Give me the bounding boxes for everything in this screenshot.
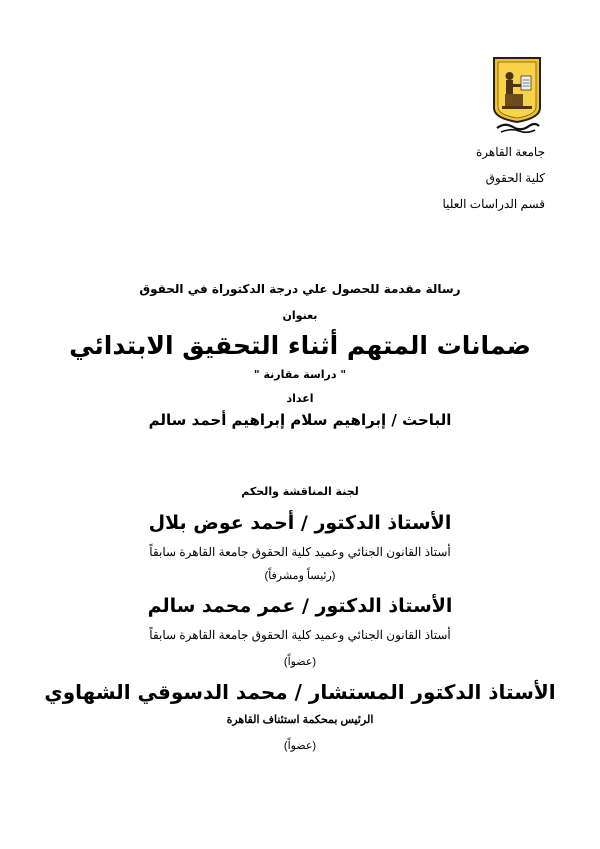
committee-member-description: الرئيس بمحكمة استئناف القاهرة [226,714,374,726]
committee-member-description: أستاذ القانون الجنائي وعميد كلية الحقوق جامعة القاهرة سابقاً [149,545,451,559]
committee-member-description: أستاذ القانون الجنائي وعميد كلية الحقوق جامعة القاهرة سابقاً [149,628,451,642]
researcher-name: الباحث / إبراهيم سلام إبراهيم أحمد سالم [148,411,452,429]
thesis-intro: رسالة مقدمة للحصول علي درجة الدكتوراة في الحقوق [139,282,461,296]
titled-label: بعنوان [282,309,318,322]
committee-member-role: (عضواً) [283,656,317,668]
department-name: قسم الدراسات العليا [442,197,545,211]
prepared-by-label: اعداد [286,392,314,405]
study-type: " دراسة مقارنة " [253,368,347,381]
university-name: جامعة القاهرة [475,145,545,159]
committee-heading: لجنة المناقشة والحكم [241,485,359,498]
cairo-university-logo-icon [491,56,543,134]
committee-member-name: الأستاذ الدكتور / عمر محمد سالم [147,595,453,617]
committee-member-role: (عضواً) [283,740,317,752]
committee-member-name: الأستاذ الدكتور / أحمد عوض بلال [148,512,452,534]
committee-member-name: الأستاذ الدكتور المستشار / محمد الدسوقي الشهاوي [44,680,556,704]
thesis-title: ضمانات المتهم أثناء التحقيق الابتدائي [69,331,531,360]
faculty-name: كلية الحقوق [485,171,545,185]
committee-member-role: (رئيساً ومشرفاً) [264,570,336,582]
